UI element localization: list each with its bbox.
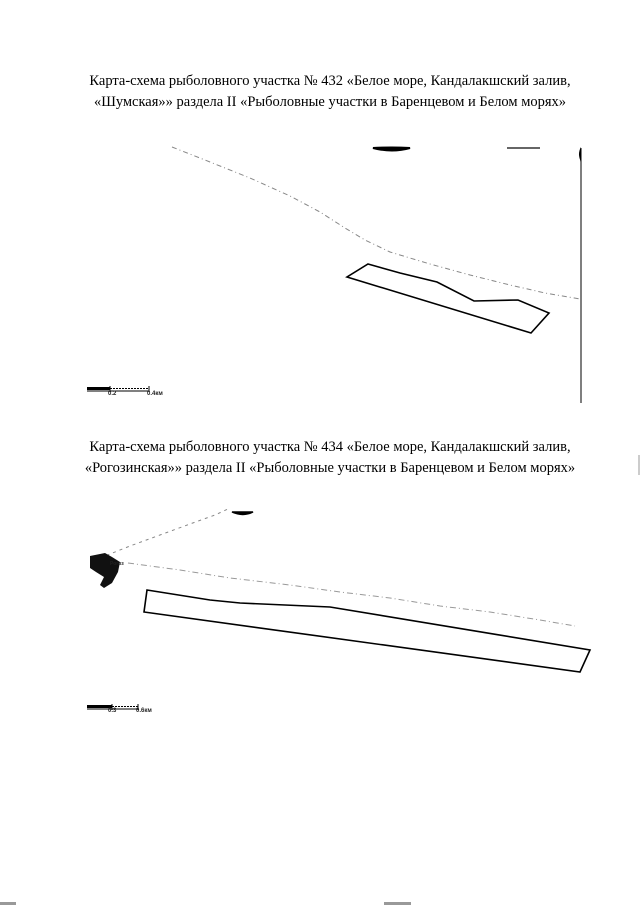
shore-mark-3	[232, 512, 253, 515]
shore-mark-1	[373, 148, 410, 151]
fishing-area-434	[144, 590, 590, 672]
scale-bar-432	[87, 386, 149, 392]
coastline-434-upper	[100, 508, 230, 558]
map-434-title-line1: Карта-схема рыболовного участка № 434 «Белое море, Кандалакшский залив,	[89, 439, 571, 455]
map-434-title-line2: «Рогозинская»» раздела II «Рыболовные участки в Баренцевом и Белом морях»	[84, 460, 576, 476]
map-434-title	[60, 437, 600, 479]
coastline-434-lower	[128, 563, 575, 626]
scale-434-end-label: 0.6км	[136, 708, 152, 714]
map-432-title-line1: Карта-схема рыболовного участка № 432 «Белое море, Кандалакшский залив,	[89, 73, 571, 89]
right-edge-mark	[579, 147, 581, 162]
scale-432-mid-label: 0.2	[108, 391, 117, 397]
map-432-title-line2: «Шумская»» раздела II «Рыболовные участки в Баренцевом и Белом морях»	[93, 94, 567, 110]
fishing-area-432	[347, 264, 549, 333]
scale-432-end-label: 0.4км	[147, 391, 163, 397]
headland-434	[90, 553, 120, 588]
scale-434-mid-label: 0.3	[108, 708, 117, 714]
coastline-432	[172, 147, 580, 299]
place-label-rogoz: Рогоз	[110, 561, 124, 567]
